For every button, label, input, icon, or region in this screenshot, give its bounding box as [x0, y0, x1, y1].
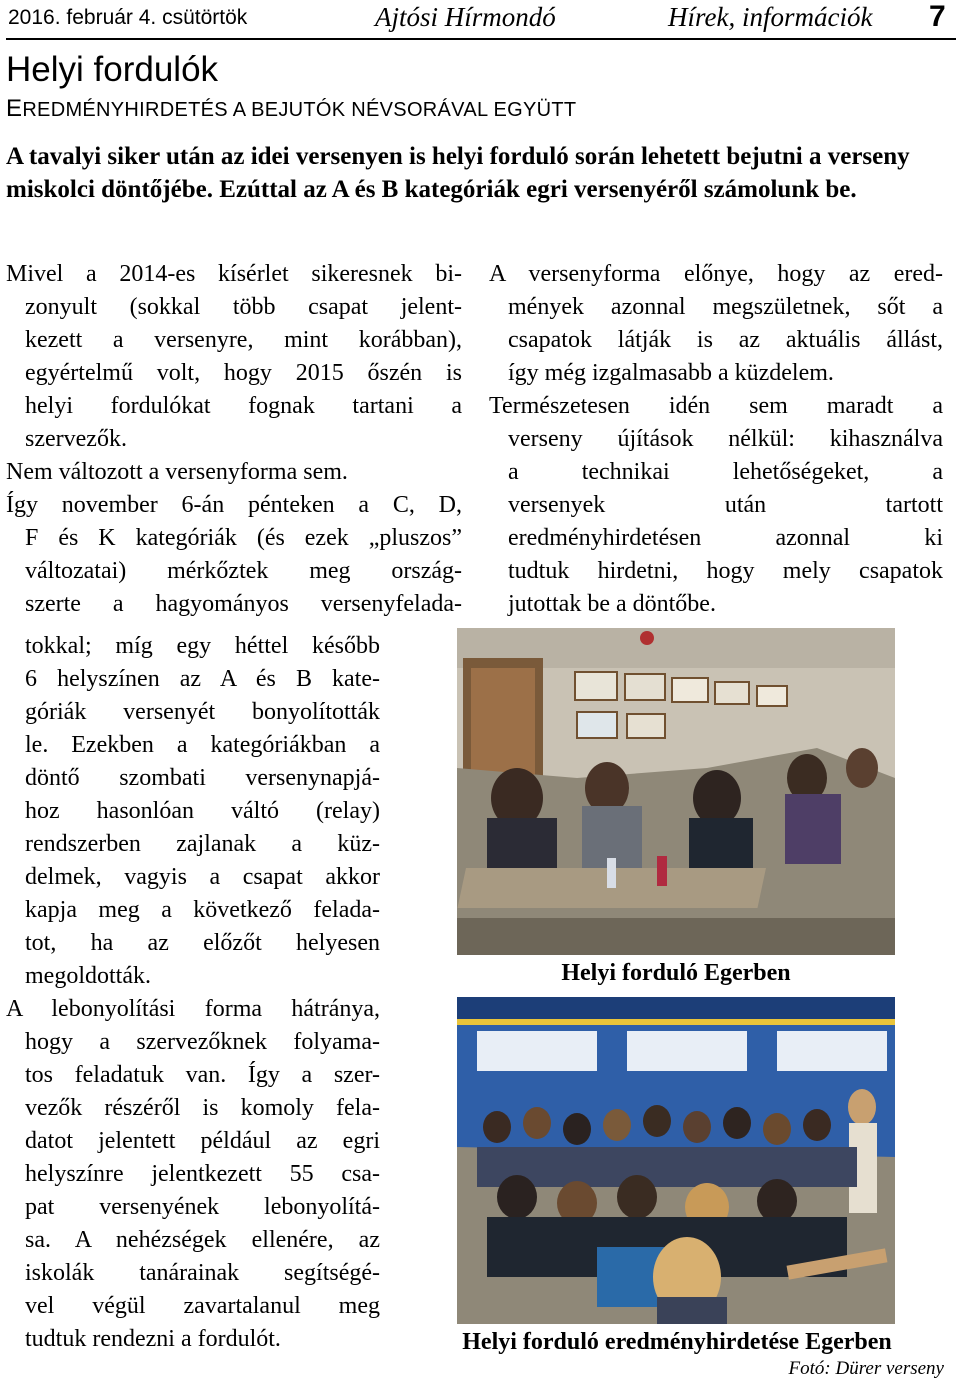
text-line: góriák versenyét bonyolították — [25, 699, 380, 725]
text-line: a technikai lehetőségeket, a — [508, 459, 943, 485]
photo-results-hall — [457, 997, 895, 1324]
text-line: csapatok látják is az aktuális állást, — [508, 327, 943, 353]
text-line: helyi fordulókat fognak tartani a — [25, 393, 462, 419]
text-line: hogy a szervezőknek folyama- — [25, 1029, 380, 1055]
text-line: mények azonnal megszületnek, sőt a — [508, 294, 943, 320]
text-line: hoz hasonlóan váltó (relay) — [25, 798, 380, 824]
text-line: rendszerben zajlanak a küz- — [25, 831, 380, 857]
article-title: Helyi fordulók — [6, 50, 219, 89]
text-line: megoldották. — [25, 963, 151, 989]
text-line: delmek, vagyis a csapat akkor — [25, 864, 380, 890]
text-line: le. Ezekben a kategóriákban a — [25, 732, 380, 758]
text-line: szerte a hagyományos versenyfelada- — [25, 591, 462, 617]
section-name: Hírek, információk — [668, 2, 873, 32]
photo-caption-1: Helyi forduló Egerben — [561, 960, 791, 986]
text-line: verseny újítások nélkül: kihasználva — [508, 426, 943, 452]
text-line: versenyek után tartott — [508, 492, 943, 518]
text-line: sa. A nehézségek ellenére, az — [25, 1227, 380, 1253]
text-line: kapja meg a következő felada- — [25, 897, 380, 923]
text-line: eredményhirdetésen azonnal ki — [508, 525, 943, 551]
body-column-left-top — [6, 258, 462, 621]
text-line: tokkal; míg egy héttel később — [25, 633, 380, 659]
text-line: Így november 6-án pénteken a C, D, — [6, 492, 462, 518]
subtitle-text: REDMÉNYHIRDETÉS A BEJUTÓK NÉVSORÁVAL EGYÜTT — [22, 99, 577, 121]
text-line: tot, ha az előzőt helyesen — [25, 930, 380, 956]
text-line: 6 helyszínen az A és B kate- — [25, 666, 380, 692]
subtitle-initial: E — [6, 95, 23, 122]
text-line: így még izgalmasabb a küzdelem. — [508, 360, 834, 386]
text-line: változatai) mérkőztek meg ország- — [25, 558, 462, 584]
text-line: tos feladatuk van. Így a szer- — [25, 1062, 380, 1088]
text-line: Természetesen idén sem maradt a — [489, 393, 943, 419]
text-line: tudtuk hirdetni, hogy mely csapatok — [508, 558, 943, 584]
header-rule — [6, 38, 956, 40]
text-line: jutottak be a döntőbe. — [508, 591, 716, 617]
article-lead: A tavalyi siker után az idei versenyen is helyi forduló során lehetett bejutni a verseny miskolci döntőjébe. Ezúttal az A és B kategóriák egri versenyéről számolunk be. — [6, 143, 910, 203]
text-line: kezett a versenyre, mint korábban), — [25, 327, 462, 353]
text-line: tudtuk rendezni a fordulót. — [25, 1326, 281, 1352]
text-line: Nem változott a versenyforma sem. — [6, 459, 348, 485]
text-line: szervezők. — [25, 426, 127, 452]
page-number: 7 — [929, 0, 946, 33]
photo-classroom — [457, 628, 895, 955]
text-line: pat versenyének lebonyolítá- — [25, 1194, 380, 1220]
text-line: egyértelmű volt, hogy 2015 őszén is — [25, 360, 462, 386]
photo-caption-2: Helyi forduló eredményhirdetése Egerben — [462, 1329, 892, 1355]
text-line: A lebonyolítási forma hátránya, — [6, 996, 380, 1022]
photo-credit: Fotó: Dürer verseny — [788, 1358, 944, 1379]
article-subtitle — [6, 97, 576, 122]
body-column-left-bottom — [6, 630, 380, 1356]
text-line: zonyult (sokkal több csapat jelent- — [25, 294, 462, 320]
text-line: Mivel a 2014-es kísérlet sikeresnek bi- — [6, 261, 462, 287]
text-line: datot jelentett például az egri — [25, 1128, 380, 1154]
text-line: iskolák tanárainak segítségé- — [25, 1260, 380, 1286]
body-column-right — [489, 258, 943, 621]
publication-name: Ajtósi Hírmondó — [375, 2, 556, 32]
text-line: helyszínre jelentkezett 55 csa- — [25, 1161, 380, 1187]
text-line: F és K kategóriák (és ezek „pluszos” — [25, 525, 462, 551]
text-line: vel végül zavartalanul meg — [25, 1293, 380, 1319]
text-line: A versenyforma előnye, hogy az ered- — [489, 261, 943, 287]
text-line: döntő szombati versenynapjá- — [25, 765, 380, 791]
issue-date: 2016. február 4. csütörtök — [8, 6, 248, 29]
text-line: vezők részéről is komoly fela- — [25, 1095, 380, 1121]
